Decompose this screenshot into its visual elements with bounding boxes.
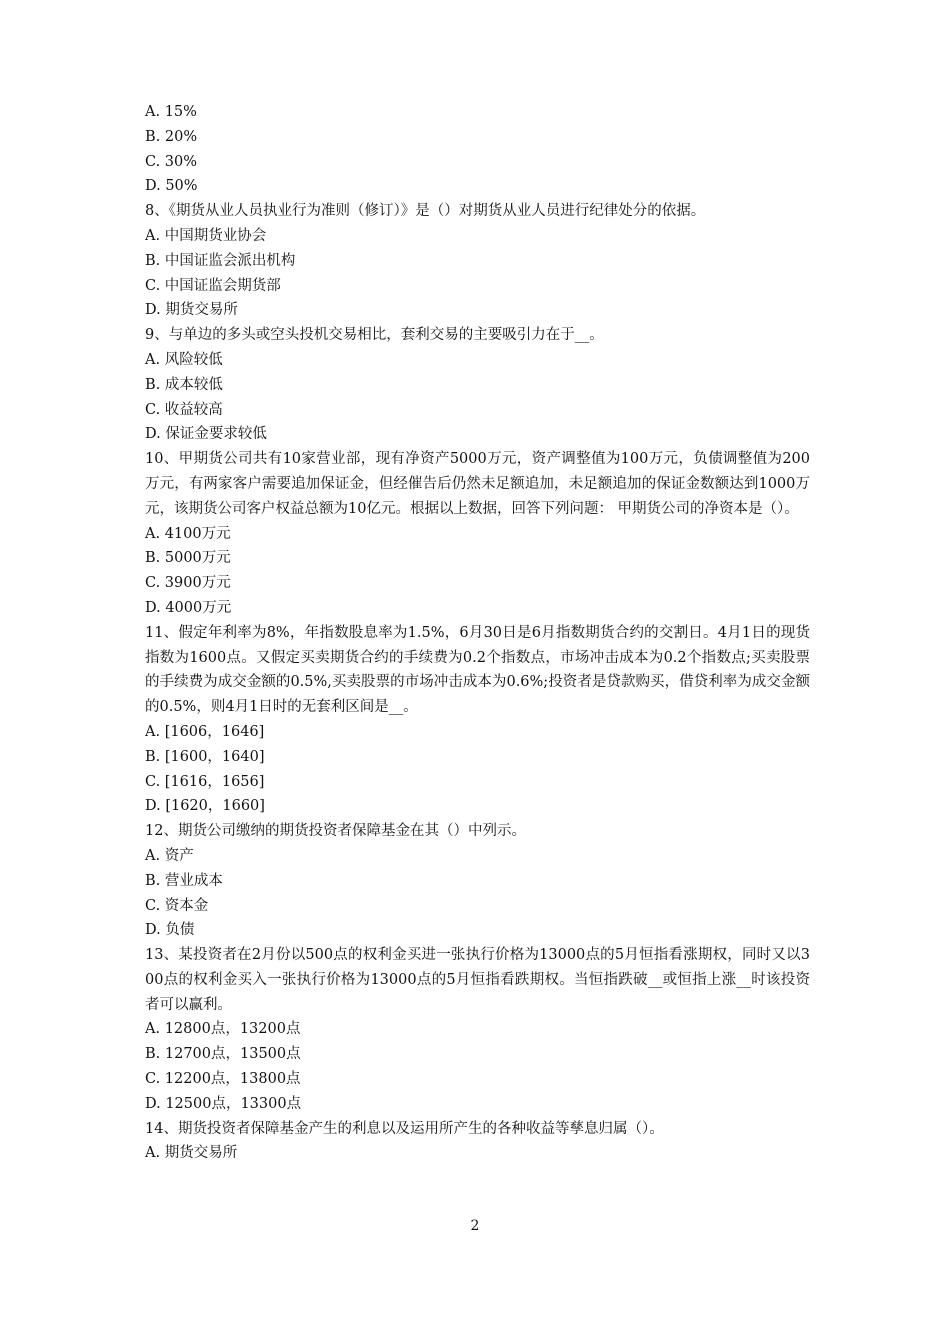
question-14 — [145, 1117, 810, 1167]
option: B. 20% — [145, 128, 198, 145]
option: A. 12800点，13200点 — [145, 1021, 301, 1038]
option: D. 负债 — [145, 922, 195, 939]
option: C. 12200点，13800点 — [145, 1071, 301, 1088]
question-text: 8、《期货从业人员执业行为准则（修订）》是（）对期货从业人员进行纪律处分的依据。 — [145, 203, 706, 220]
option: D. 保证金要求较低 — [145, 426, 267, 443]
option: A. 期货交易所 — [145, 1145, 238, 1162]
option: D. 4000万元 — [145, 599, 232, 616]
question-9 — [145, 323, 810, 447]
option: D. 50% — [145, 178, 198, 195]
option: A. 风险较低 — [145, 351, 223, 368]
question-12 — [145, 819, 810, 943]
question-text: 10、甲期货公司共有10家营业部，现有净资产5000万元，资产调整值为100万元，负债调整值为200万元，有两家客户需要追加保证金，但经催告后仍然未足额追加，未足额追加的保证金数额达到1000万元，该期货公司客户权益总额为10亿元。根据以上数据，回答下列问题： 甲期货公司的净资本是（）。 — [145, 451, 810, 517]
option: A. 资产 — [145, 847, 194, 864]
question-8 — [145, 199, 810, 323]
option: C. 3900万元 — [145, 575, 231, 592]
option: D. 期货交易所 — [145, 302, 238, 319]
option: B. 中国证监会派出机构 — [145, 252, 296, 269]
option: C. [1616，1656] — [145, 773, 265, 790]
option: B. 12700点，13500点 — [145, 1046, 301, 1063]
option: C. 收益较高 — [145, 401, 223, 418]
option-list — [145, 100, 810, 199]
question-text: 11、假定年利率为8%，年指数股息率为1.5%，6月30日是6月指数期货合约的交割日。4月1日的现货指数为1600点。又假定买卖期货合约的手续费为0.2个指数点，市场冲击成本为0.2个指数点;买卖股票的手续费为成交金额的0.5%,买卖股票的市场冲击成本为0.6%;投资者是贷款购买，借贷利率为成交金额的0.5%，则4月1日时的无套利区间是__。 — [145, 624, 810, 716]
option: B. 成本较低 — [145, 376, 223, 393]
option: B. 5000万元 — [145, 550, 231, 567]
option: C. 30% — [145, 153, 198, 170]
option: C. 资本金 — [145, 897, 209, 914]
option: D. 12500点，13300点 — [145, 1095, 302, 1112]
question-text: 12、期货公司缴纳的期货投资者保障基金在其（）中列示。 — [145, 823, 526, 840]
option: A. 4100万元 — [145, 525, 231, 542]
option: D. [1620，1660] — [145, 798, 265, 815]
option: B. 营业成本 — [145, 872, 223, 889]
option: A. 中国期货业协会 — [145, 227, 267, 244]
question-10 — [145, 447, 810, 621]
option: A. [1606，1646] — [145, 723, 265, 740]
question-text: 9、与单边的多头或空头投机交易相比，套利交易的主要吸引力在于__。 — [145, 327, 604, 344]
option: C. 中国证监会期货部 — [145, 277, 281, 294]
option: A. 15% — [145, 104, 197, 120]
document-body — [145, 100, 810, 1166]
question-13 — [145, 943, 810, 1117]
question-text: 14、期货投资者保障基金产生的利息以及运用所产生的各种收益等孳息归属（）。 — [145, 1120, 664, 1137]
page-number: 2 — [470, 1218, 480, 1234]
question-11 — [145, 621, 810, 819]
question-text: 13、某投资者在2月份以500点的权利金买进一张执行价格为13000点的5月恒指看涨期权，同时又以300点的权利金买入一张执行价格为13000点的5月恒指看跌期权。当恒指跌破__或恒指上涨__时该投资者可以赢利。 — [145, 947, 810, 1013]
option: B. [1600，1640] — [145, 748, 265, 765]
